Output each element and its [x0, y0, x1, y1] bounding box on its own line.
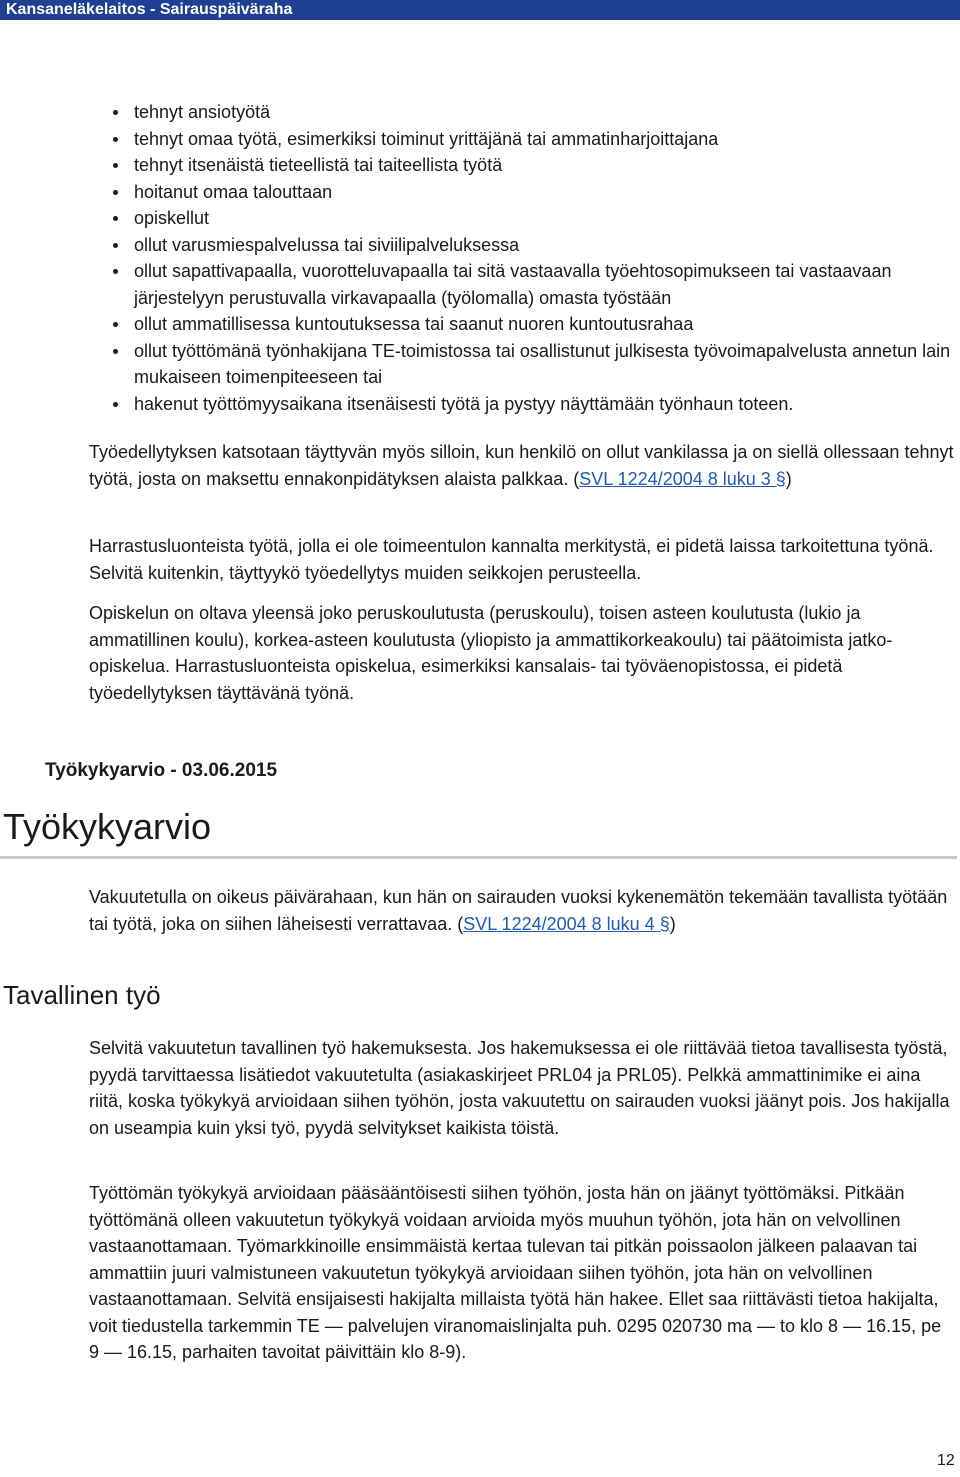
list-item: hakenut työttömyysaikana itsenäisesti työtä ja pystyy näyttämään työnhaun toteen.: [113, 391, 953, 418]
page-number: 12: [937, 1452, 955, 1469]
paragraph-hobby-work: [89, 533, 955, 586]
law-link-8-3[interactable]: SVL 1224/2004 8 luku 3 §: [579, 468, 786, 489]
list-item: tehnyt omaa työtä, esimerkiksi toiminut yrittäjänä tai ammatinharjoittajana: [113, 126, 953, 153]
paragraph-studies: [89, 600, 955, 706]
header-title: Kansaneläkelaitos - Sairauspäiväraha: [6, 1, 293, 18]
paragraph-text-end: ): [669, 913, 676, 934]
paragraph-normal-work: [89, 1035, 955, 1141]
paragraph-prison-work: [89, 439, 955, 492]
list-item: ollut sapattivapaalla, vuorotteluvapaalla tai sitä vastaavalla työehtosopimukseen tai vastaavaan järjestelyyn perustuvalla virkavapaalla (työlomalla) omasta työstään: [113, 258, 953, 311]
section-date-title: Työkykyarvio - 03.06.2015: [45, 760, 278, 781]
paragraph-unemployed: [89, 1180, 955, 1366]
law-link-8-4[interactable]: SVL 1224/2004 8 luku 4 §: [463, 913, 670, 934]
paragraph-text: Työedellytyksen katsotaan täyttyvän myös silloin, kun henkilö on ollut vankilassa ja on siellä ollessaan tehnyt työtä, josta on maksettu ennakonpidätyksen alaista palkkaa. (: [89, 442, 954, 489]
paragraph-text: Vakuutetulla on oikeus päivärahaan, kun hän on sairauden vuoksi kykenemätön tekemään tavallista työtään tai työtä, joka on siihen läheisesti verrattavaa. (: [89, 887, 948, 934]
paragraph-right-to-allowance: [89, 884, 955, 937]
list-item: ollut työttömänä työnhakijana TE-toimistossa tai osallistunut julkisesta työvoimapalvelusta annetun lain mukaiseen toimenpiteeseen tai: [113, 338, 953, 391]
paragraph-text: Harrastusluonteista työtä, jolla ei ole toimeentulon kannalta merkitystä, ei pidetä laissa tarkoitettuna työnä. Selvitä kuitenkin, täyttyykö työedellytys muiden seikkojen perusteella.: [89, 536, 934, 583]
list-item: tehnyt ansiotyötä: [113, 99, 953, 126]
paragraph-text-end: ): [785, 468, 792, 489]
paragraph-text: Opiskelun on oltava yleensä joko peruskoulutusta (peruskoulu), toisen asteen koulutusta (lukio ja ammatillinen koulu), korkea-asteen koulutusta (yliopisto ja ammattikorkeakoulu) tai päätoimista jatko-opiskelua. Harrastusluonteista opiskelua, esimerkiksi kansalais- tai työväenopistossa, ei pidetä työedellytyksen täyttävänä työnä.: [89, 603, 893, 703]
paragraph-text: Työttömän työkykyä arvioidaan pääsääntöisesti siihen työhön, josta hän on jäänyt työttömäksi. Pitkään työttömänä olleen vakuutetun työkykyä voidaan arvioida myös muuhun työhön, jota hän on velvollinen vastaanottamaan. Työmarkkinoille ensimmäistä kertaa tulevan tai pitkän poissaolon jälkeen palaavan tai ammattiin juuri valmistuneen vakuutetun työkykyä arvioidaan siihen työhön, jota hän on velvollinen vastaanottamaan. Selvitä ensijaisesti hakijalta millaista työtä hän hakee. Ellet saa riittävästi tietoa hakijalta, voit tiedustella tarkemmin TE — palvelujen viranomaislinjalta puh. 0295 020730 ma — to klo 8 — 16.15, pe 9 — 16.15, parhaiten tavoitat päivittäin klo 8-9).: [89, 1183, 942, 1362]
page-header: [0, 0, 960, 20]
list-item: hoitanut omaa talouttaan: [113, 179, 953, 206]
list-item: ollut ammatillisessa kuntoutuksessa tai saanut nuoren kuntoutusrahaa: [113, 311, 953, 338]
list-item: tehnyt itsenäistä tieteellistä tai taiteellista työtä: [113, 152, 953, 179]
section-subheading: Tavallinen työ: [3, 980, 161, 1010]
paragraph-text: Selvitä vakuutetun tavallinen työ hakemuksesta. Jos hakemuksessa ei ole riittävää tietoa tavallisesta työstä, pyydä tarvittaessa lisätiedot vakuutetulta (asiakaskirjeet PRL04 ja PRL05). Pelkkä ammattinimike ei aina riitä, koska työkykyä arvioidaan siihen työhön, josta vakuutettu on sairauden vuoksi jäänyt pois. Jos hakijalla on useampia kuin yksi työ, pyydä selvitykset kaikista töistä.: [89, 1038, 950, 1138]
list-item: opiskellut: [113, 205, 953, 232]
requirement-list: [113, 99, 953, 417]
list-item: ollut varusmiespalvelussa tai siviilipalveluksessa: [113, 232, 953, 259]
heading-divider: [0, 856, 957, 859]
section-heading: Työkykyarvio: [3, 806, 212, 847]
